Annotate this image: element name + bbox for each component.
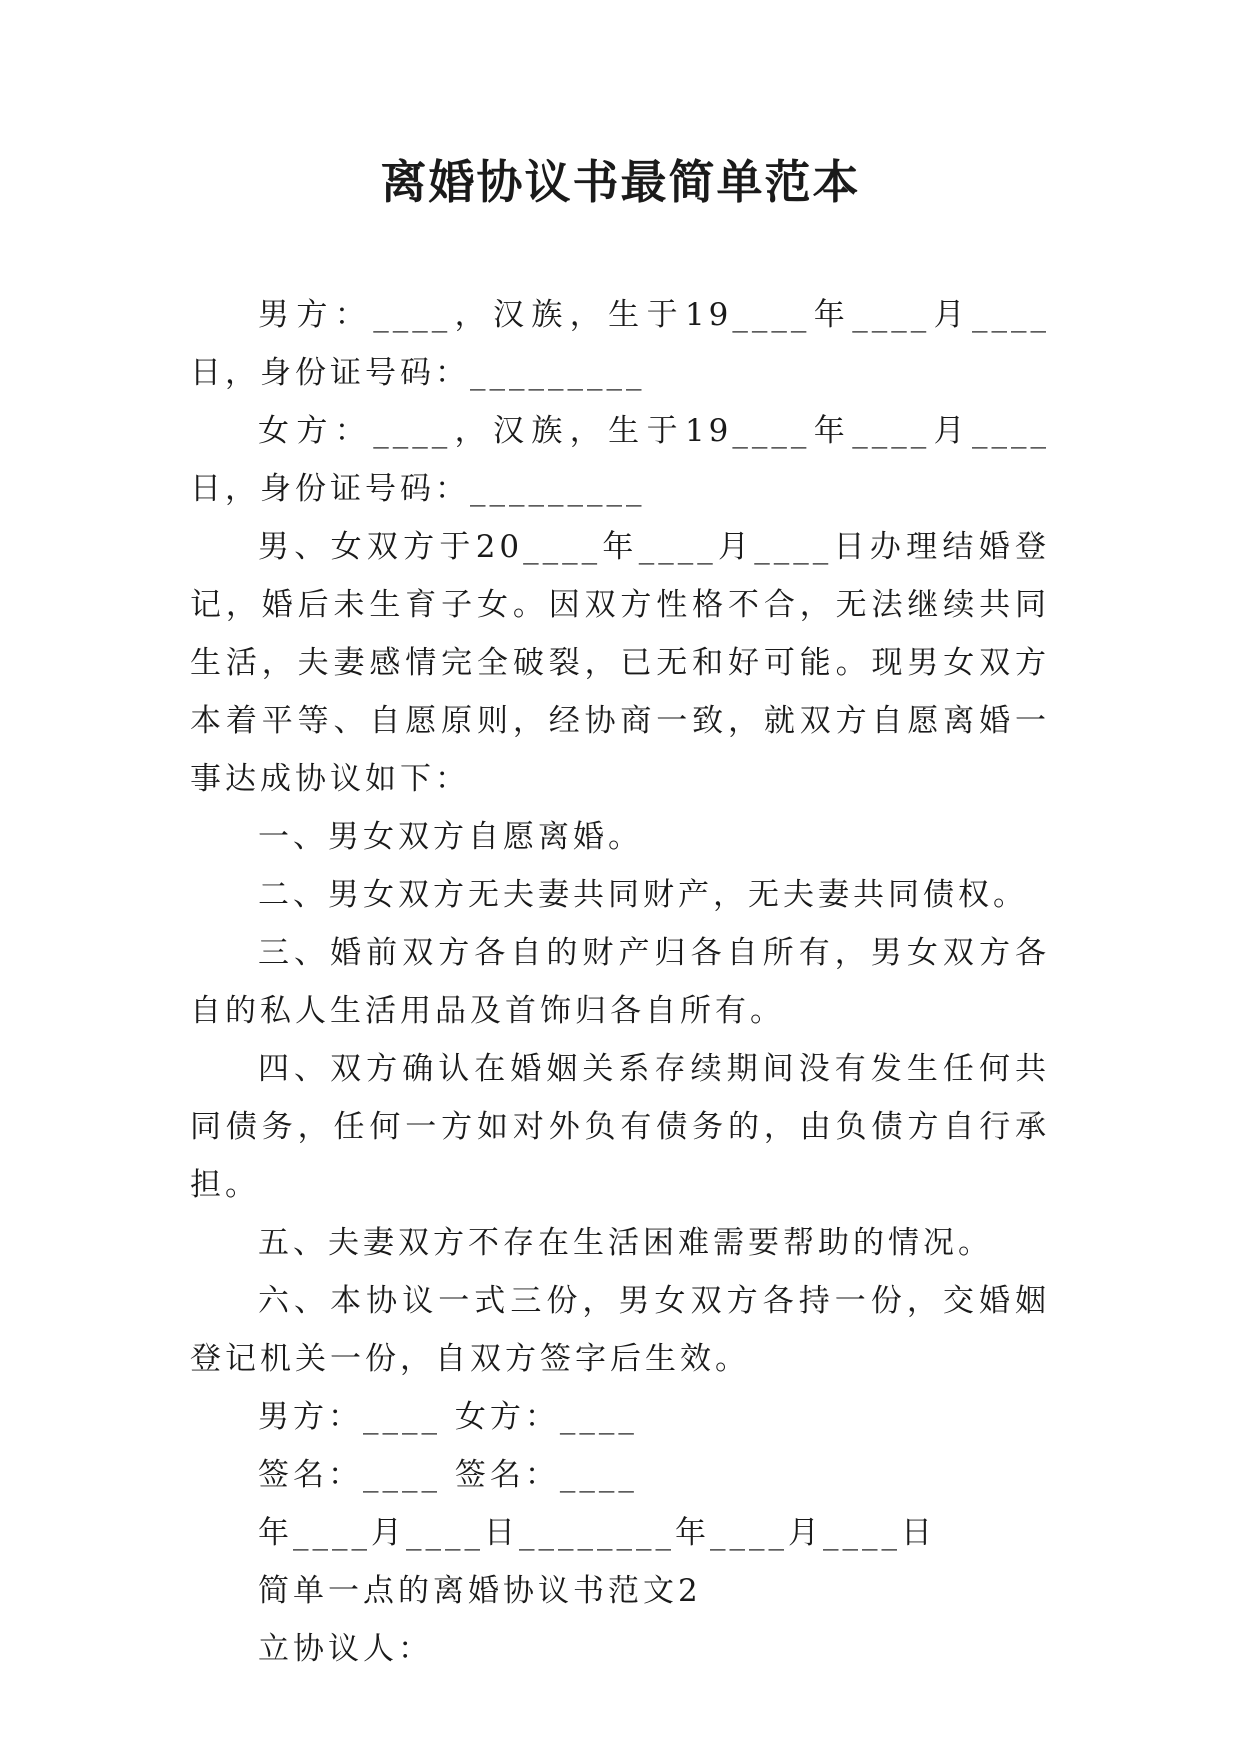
clause-1: 一、男女双方自愿离婚。 — [258, 819, 643, 855]
signature-dates-line: 年____月____日________年____月____日 — [258, 1515, 936, 1551]
section-heading-template-2: 简单一点的离婚协议书范文2 — [258, 1573, 702, 1609]
signature-names-line: 签名：____ 签名：____ — [258, 1457, 638, 1493]
clause-5: 五、夫妻双方不存在生活困难需要帮助的情况。 — [258, 1225, 993, 1261]
paragraph-man-info: 男方：____，汉族，生于19____年____月____日，身份证号码：_________ — [190, 297, 1050, 391]
clause-4: 四、双方确认在婚姻关系存续期间没有发生任何共同债务，任何一方如对外负有债务的，由负债方自行承担。 — [190, 1051, 1050, 1203]
paragraph-woman-info: 女方：____，汉族，生于19____年____月____日，身份证号码：_________ — [190, 413, 1050, 507]
paragraph-marriage-background: 男、女双方于20____年____月____日办理结婚登记，婚后未生育子女。因双方性格不合，无法继续共同生活，夫妻感情完全破裂，已无和好可能。现男女双方本着平等、自愿原则，经协商一致，就双方自愿离婚一事达成协议如下： — [190, 529, 1050, 797]
document-title: 离婚协议书最简单范本 — [380, 155, 861, 209]
clause-3: 三、婚前双方各自的财产归各自所有，男女双方各自的私人生活用品及首饰归各自所有。 — [190, 935, 1050, 1029]
document-body — [190, 286, 1050, 1678]
signature-parties-line: 男方：____ 女方：____ — [258, 1399, 638, 1435]
parties-label: 立协议人： — [258, 1631, 433, 1667]
clause-6: 六、本协议一式三份，男女双方各持一份，交婚姻登记机关一份，自双方签字后生效。 — [190, 1283, 1050, 1377]
clause-2: 二、男女双方无夫妻共同财产，无夫妻共同债权。 — [258, 877, 1028, 913]
